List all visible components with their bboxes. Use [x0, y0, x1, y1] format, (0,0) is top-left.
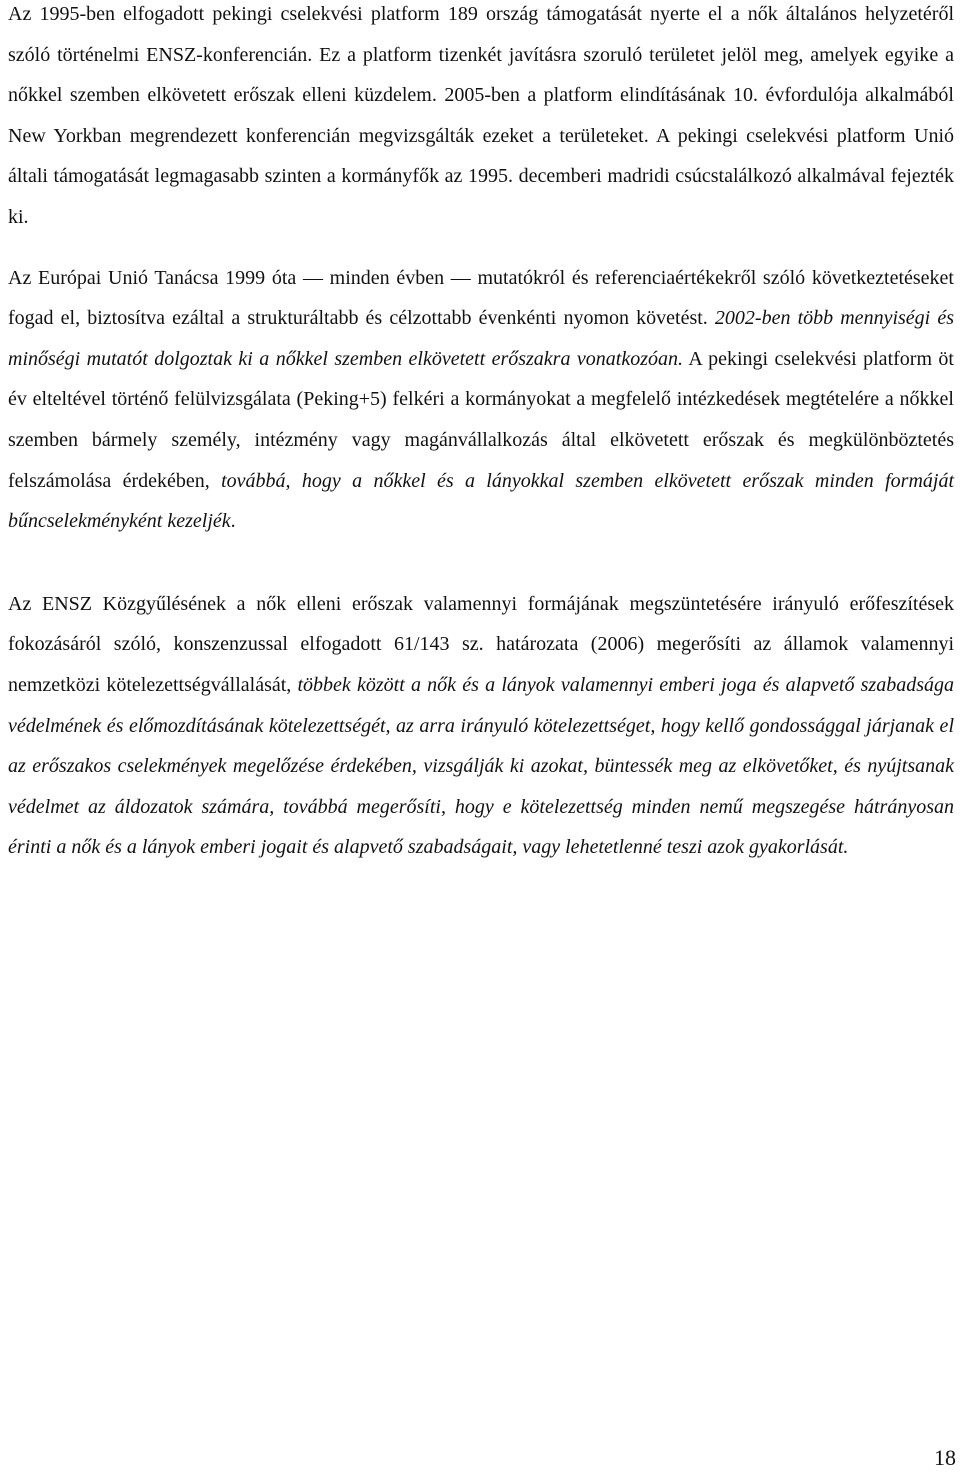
- paragraph-1-text: Az 1995-ben elfogadott pekingi cselekvési platform 189 ország támogatását nyerte el a nők általános helyzetéről szóló történelmi ENSZ-konferencián. Ez a platform tizenkét javításra szoruló területet jelöl meg, amelyek egyike a nőkkel szemben elkövetett erőszak elleni küzdelem. 2005-ben a platform elindításának 10. évfordulója alkalmából New Yorkban megrendezett konferencián megvizsgálták ezeket a területeket. A pekingi cselekvési platform Unió általi támogatását legmagasabb szinten a kormányfők az 1995. decemberi madridi csúcstalálkozó alkalmával fejezték ki.: [8, 3, 954, 228]
- paragraph-2-text-1: Az Európai Unió Tanácsa 1999 óta — minden évben — mutatókról és referenciaértékekről szóló következtetéseket fogad el, biztosítva ezáltal a strukturáltabb és célzottabb évenkénti nyomon követést.: [8, 266, 954, 330]
- paragraph-2-text-3: .: [230, 510, 236, 533]
- paragraph-2-text-2: A pekingi cselekvési platform öt év elteltével történő felülvizsgálata (Peking+5) felkéri a kormányokat a megfelelő intézkedések megtételére a nőkkel szemben bármely személy, intézmény vagy magánvállalkozás által elkövetett erőszak és megkülönböztetés felszámolása érdekében,: [8, 347, 954, 492]
- paragraph-3: [8, 584, 954, 868]
- paragraph-1: [8, 0, 954, 238]
- paragraph-3-text-1: Az ENSZ Közgyűlésének a nők elleni erőszak valamennyi formájának megszüntetésére irányuló erőfeszítések fokozásáról szóló, konszenzussal elfogadott 61/143 sz. határozata (2006) megerősíti az államok valamennyi nemzetközi kötelezettségvállalását,: [8, 592, 954, 696]
- document-body: [8, 0, 954, 868]
- page-number: 18: [934, 1445, 956, 1470]
- paragraph-3-italic-1: többek között a nők és a lányok valamennyi emberi joga és alapvető szabadsága védelmének és előmozdításának kötelezettségét, az arra irányuló kötelezettséget, hogy kellő gondossággal járjanak el az erőszakos cselekmények megelőzése érdekében, vizsgálják ki azokat, büntessék meg az elkövetőket, és nyújtsanak védelmet az áldozatok számára, továbbá megerősíti, hogy e kötelezettség minden nemű megszegése hátrányosan érinti a nők és a lányok emberi jogait és alapvető szabadságait, vagy lehetetlenné teszi azok gyakorlását.: [8, 673, 955, 859]
- paragraph-2-italic-2: továbbá, hogy a nőkkel és a lányokkal szemben elkövetett erőszak minden formáját bűncselekményként kezeljék: [8, 469, 954, 533]
- paragraph-2-italic-1: 2002-ben több mennyiségi és minőségi mutatót dolgoztak ki a nőkkel szemben elkövetett erőszakra vonatkozóan.: [8, 307, 954, 370]
- paragraph-2: [8, 258, 954, 542]
